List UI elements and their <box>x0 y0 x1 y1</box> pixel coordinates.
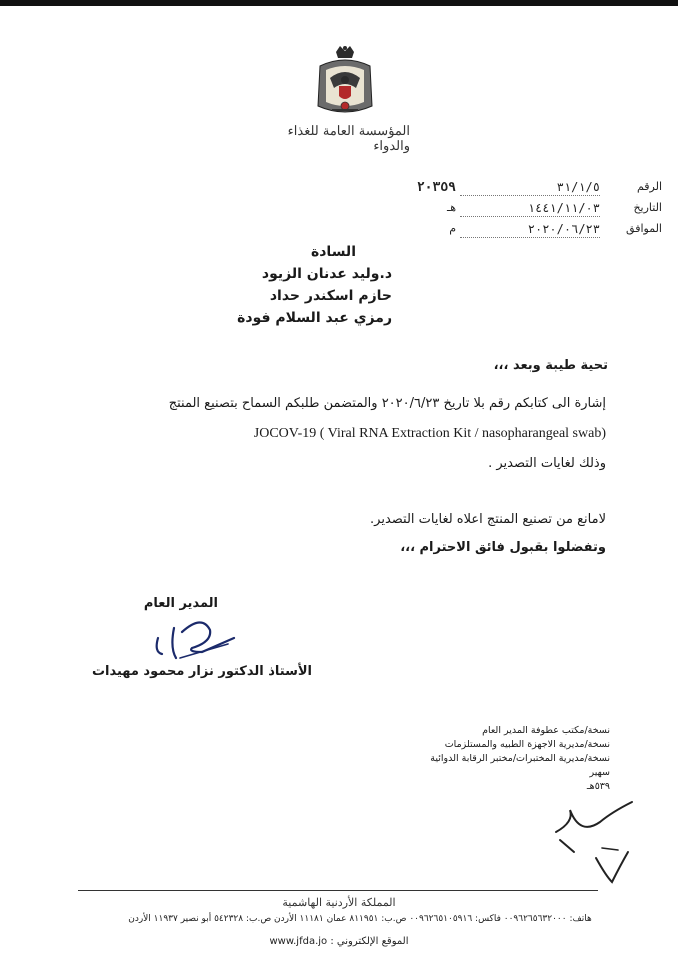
letter-line-3: وذلك لغايات التصدير . <box>488 456 606 471</box>
gregorian-date-row <box>0 222 678 238</box>
scan-top-border <box>0 0 678 6</box>
addressee-name-2: حازم اسكندر حداد <box>269 288 392 304</box>
approval-line: لامانع من تصنيع المنتج اعلاه لغايات التصدير. <box>370 512 606 527</box>
handwritten-note <box>540 792 640 892</box>
addressee-name-1: د.وليد عدنان الزيود <box>261 266 392 282</box>
reference-number-value: ٣١/١/٥ <box>460 180 600 196</box>
jordan-crown-emblem-icon <box>312 44 378 120</box>
product-line: JOCOV-19 ( Viral RNA Extraction Kit / nasopharangeal swab) <box>253 426 606 441</box>
greeting: تحية طيبة وبعد ،،، <box>493 358 608 373</box>
signatory-title: المدير العام <box>143 596 218 611</box>
reference-number-label: الرقم <box>636 180 662 193</box>
copy-line: نسخة/مديرية المختبرات/مختبر الرقابة الدوائية <box>430 753 610 764</box>
handwritten-signature <box>140 608 240 664</box>
copy-line: سهير <box>589 767 610 778</box>
gregorian-date-label: الموافق <box>626 222 662 235</box>
footer-country-title: المملكة الأردنية الهاشمية <box>282 896 396 909</box>
copy-line: ٥٣٩هـ <box>586 781 610 792</box>
reference-code: ٢٠٣٥٩ <box>416 180 456 195</box>
hijri-date-value: ١٤٤١/١١/٠٣ <box>460 201 600 217</box>
gregorian-date-suffix: م <box>449 222 456 235</box>
signatory-name: الأستاذ الدكتور نزار محمود مهيدات <box>91 664 312 679</box>
hijri-date-suffix: هـ <box>446 201 456 214</box>
footer-divider <box>78 890 598 891</box>
gregorian-date-value: ٢٠٢٠/٠٦/٢٣ <box>460 222 600 238</box>
copy-line: نسخة/مديرية الاجهزة الطبيه والمستلزمات <box>444 739 610 750</box>
copies-block <box>390 724 610 794</box>
closing-line: وتفضلوا بقبول فائق الاحترام ،،، <box>400 540 606 555</box>
copy-line: نسخة/مكتب عطوفة المدير العام <box>482 725 610 736</box>
hijri-date-row <box>0 201 678 217</box>
letter-line-1: إشارة الى كتابكم رقم بلا تاريخ ٢٠٢٠/٦/٢٣ والمتضمن طلبكم السماح بتصنيع المنتج <box>168 396 606 411</box>
addressee-name-3: رمزي عبد السلام فودة <box>237 310 392 326</box>
footer-contact-info: هاتف: ٠٠٩٦٢٦٥٦٣٢٠٠٠ فاكس: ٠٠٩٦٢٦٥١٠٥٩١٦ ص.ب: ٨١١٩٥١ عمان ١١١٨١ الأردن ص.ب: ٥٤٢٣٢٨ أبو نصير ١١٩٣٧ الأردن <box>128 914 592 924</box>
addressee-title: السادة <box>310 244 356 260</box>
hijri-date-label: التاريخ <box>633 201 662 214</box>
footer-website: الموقع الإلكتروني : www.jfda.jo <box>269 936 409 947</box>
organization-name: المؤسسة العامة للغذاء والدواء <box>287 124 410 154</box>
reference-number-row <box>0 180 678 196</box>
